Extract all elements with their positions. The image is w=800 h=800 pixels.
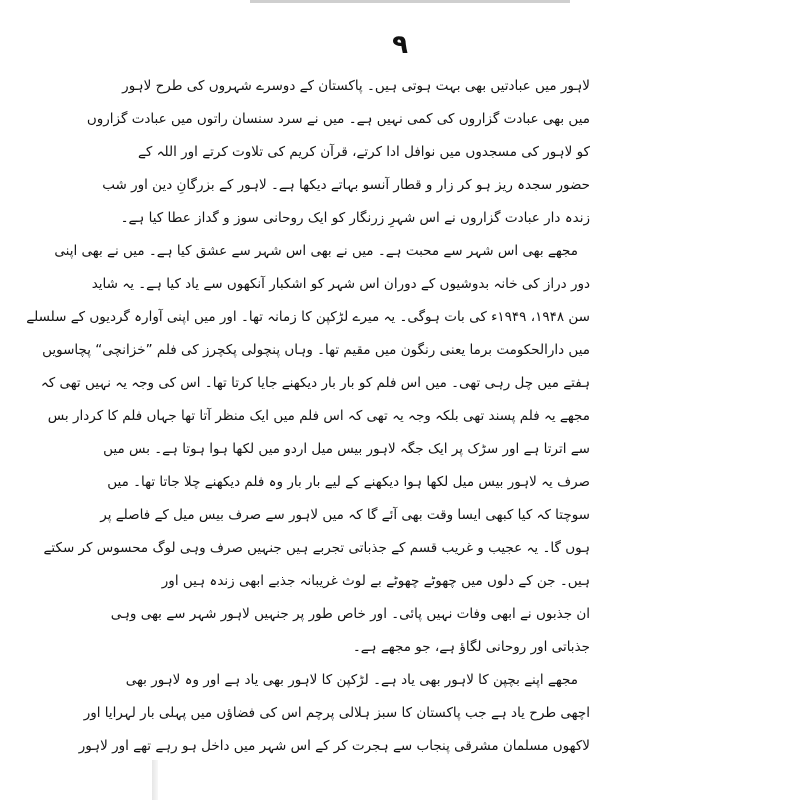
text-line: ہوں گا۔ یہ عجیب و غریب قسم کے جذباتی تجربے ہیں جنہیں صرف وہی لوگ محسوس کر سکتے [43, 540, 590, 556]
text-line: کو لاہور کی مسجدوں میں نوافل ادا کرتے، قرآن کریم کی تلاوت کرتے اور اللہ کے [137, 144, 590, 160]
text-line: میں بھی عبادت گزاروں کی کمی نہیں ہے۔ میں نے سرد سنسان راتوں میں عبادت گزاروں [86, 111, 590, 127]
text-line: صرف یہ لاہور بیس میل لکھا ہوا دیکھنے کے لیے بار بار وہ فلم دیکھنے چلا جاتا تھا۔ میں [107, 474, 590, 490]
text-line: اچھی طرح یاد ہے جب پاکستان کا سبز ہلالی پرچم اس کی فضاؤں میں پہلی بار لہرایا اور [83, 705, 590, 721]
text-line: سن ۱۹۴۸، ۱۹۴۹ء کی بات ہوگی۔ یہ میرے لڑکپن کا زمانہ تھا۔ اور میں اپنی آوارہ گردیوں کے سلسلے [26, 309, 590, 325]
text-line: سے اترتا ہے اور سڑک پر ایک جگہ لاہور بیس میل اردو میں لکھا ہوا ہوتا ہے۔ بس میں [103, 441, 590, 457]
text-line: سوچتا کہ کیا کبھی ایسا وقت بھی آئے گا کہ میں لاہور سے صرف بیس میل کے فاصلے پر [100, 507, 590, 523]
text-line: ان جذبوں نے ابھی وفات نہیں پائی۔ اور خاص طور پر جنہیں لاہور شہر سے بھی وہی [110, 606, 590, 622]
body-text [26, 70, 590, 763]
text-line: مجھے یہ فلم پسند تھی بلکہ وجہ یہ تھی کہ اس فلم میں ایک منظر آتا تھا جہاں فلم کا کردار بس [47, 408, 590, 424]
text-line: جذباتی اور روحانی لگاؤ ہے، جو مجھے ہے۔ [352, 639, 590, 655]
text-line: ہیں۔ جن کے دلوں میں چھوٹے چھوٹے بے لوث غریبانہ جذبے ابھی زندہ ہیں اور [161, 573, 590, 589]
text-line: ہفتے میں چل رہی تھی۔ میں اس فلم کو بار بار دیکھنے جایا کرتا تھا۔ اس کی وجہ یہ نہیں تھی کہ [40, 375, 590, 391]
text-line: لاہور میں عبادتیں بھی بہت ہوتی ہیں۔ پاکستان کے دوسرے شہروں کی طرح لاہور [122, 78, 590, 94]
page-binding-edge [152, 760, 158, 800]
text-line: مجھے بھی اس شہر سے محبت ہے۔ میں نے بھی اس شہر سے عشق کیا ہے۔ میں نے بھی اپنی [54, 243, 578, 259]
page-top-edge [250, 0, 570, 3]
page-number: ۹ [392, 30, 408, 60]
text-line: لاکھوں مسلمان مشرقی پنجاب سے ہجرت کر کے اس شہر میں داخل ہو رہے تھے اور لاہور [78, 738, 590, 754]
text-line: حضور سجدہ ریز ہو کر زار و قطار آنسو بہاتے دیکھا ہے۔ لاہور کے بزرگانِ دین اور شب [102, 177, 590, 193]
text-line: زندہ دار عبادت گزاروں نے اس شہرِ زرنگار کو ایک روحانی سوز و گداز عطا کیا ہے۔ [120, 210, 590, 226]
text-line: مجھے اپنے بچپن کا لاہور بھی یاد ہے۔ لڑکپن کا لاہور بھی یاد ہے اور وہ لاہور بھی [125, 672, 578, 688]
text-line: دور دراز کی خانہ بدوشیوں کے دوران اس شہر کو اشکبار آنکھوں سے یاد کیا ہے۔ یہ شاید [91, 276, 590, 292]
text-line: میں دارالحکومت برما یعنی رنگون میں مقیم تھا۔ وہاں پنچولی پکچرز کی فلم ”خزانچی“ پچاسویں [42, 342, 590, 358]
